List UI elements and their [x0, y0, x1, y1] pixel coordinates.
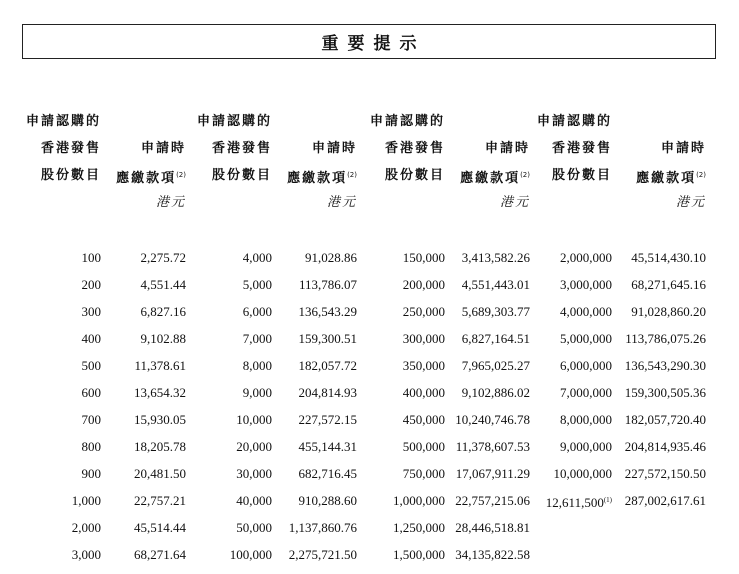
shares-cell — [236, 487, 272, 514]
section-title-box — [22, 24, 716, 59]
shares-cell — [560, 352, 612, 379]
shares-value: 750,000 — [402, 466, 445, 481]
amount-cell: 68,271,645.16 — [631, 277, 706, 292]
amount-header — [287, 135, 357, 216]
shares-cell — [243, 298, 272, 325]
table-row — [0, 379, 739, 406]
amount-cell: 22,757.21 — [134, 493, 186, 508]
shares-value: 1,000 — [71, 493, 101, 508]
shares-cell — [560, 271, 612, 298]
shares-value: 450,000 — [402, 412, 445, 427]
amount-cell: 2,275,721.50 — [288, 547, 357, 562]
shares-value: 12,611,500 — [545, 495, 604, 510]
amount-cell: 113,786,075.26 — [625, 331, 706, 346]
amount-cell: 22,757,215.06 — [455, 493, 530, 508]
currency-unit: 港元 — [499, 195, 530, 210]
shares-cell — [82, 352, 102, 379]
shares-header-line: 股份數目 — [384, 168, 445, 183]
amount-cell: 227,572,150.50 — [624, 466, 706, 481]
shares-value: 50,000 — [236, 520, 272, 535]
shares-value: 800 — [81, 439, 101, 454]
shares-value: 100 — [81, 250, 101, 265]
amount-cell: 45,514.44 — [134, 520, 186, 535]
shares-cell — [72, 541, 101, 568]
table-row — [0, 487, 739, 514]
amount-cell: 455,144.31 — [298, 439, 357, 454]
shares-cell — [72, 487, 101, 514]
shares-header — [370, 108, 445, 189]
amount-cell: 182,057.72 — [298, 358, 357, 373]
footnote-ref: (2) — [347, 171, 357, 179]
shares-value: 700 — [81, 412, 101, 427]
table-row — [0, 244, 739, 271]
amount-cell: 159,300,505.36 — [624, 385, 706, 400]
shares-value: 600 — [81, 385, 101, 400]
amount-cell: 15,930.05 — [134, 412, 186, 427]
amount-cell: 45,514,430.10 — [631, 250, 706, 265]
amount-header-line — [460, 162, 530, 189]
currency-unit: 港元 — [675, 195, 706, 210]
amount-cell: 182,057,720.40 — [624, 412, 706, 427]
shares-cell — [560, 244, 612, 271]
shares-cell — [230, 541, 272, 568]
amount-cell: 6,827,164.51 — [461, 331, 530, 346]
amount-header-line — [636, 162, 706, 189]
amount-cell: 682,716.45 — [298, 466, 357, 481]
shares-value: 7,000 — [242, 331, 272, 346]
table-row — [0, 298, 739, 325]
amount-cell: 68,271.64 — [134, 547, 186, 562]
shares-header-line: 股份數目 — [40, 168, 101, 183]
shares-value: 200 — [81, 277, 101, 292]
shares-cell — [393, 541, 445, 568]
shares-cell — [82, 298, 102, 325]
shares-cell — [82, 271, 102, 298]
amount-cell: 5,689,303.77 — [461, 304, 530, 319]
amount-cell: 4,551,443.01 — [461, 277, 530, 292]
amount-cell: 204,814.93 — [298, 385, 357, 400]
currency-unit: 港元 — [326, 195, 357, 210]
shares-value: 8,000 — [242, 358, 272, 373]
shares-value: 6,000,000 — [560, 358, 612, 373]
amount-cell: 10,240,746.78 — [455, 412, 530, 427]
shares-value: 300 — [81, 304, 101, 319]
shares-value: 4,000 — [242, 250, 272, 265]
shares-value: 10,000 — [236, 412, 272, 427]
shares-cell — [243, 244, 272, 271]
shares-value: 1,000,000 — [393, 493, 445, 508]
amount-header — [460, 135, 530, 216]
shares-value: 2,000 — [71, 520, 101, 535]
amount-header-line: 申請時 — [311, 141, 357, 156]
shares-value: 300,000 — [402, 331, 445, 346]
shares-cell — [403, 298, 445, 325]
shares-value: 40,000 — [236, 493, 272, 508]
table-row — [0, 514, 739, 541]
shares-header-line: 股份數目 — [551, 168, 612, 183]
amount-cell: 28,446,518.81 — [455, 520, 530, 535]
amount-cell: 34,135,822.58 — [455, 547, 530, 562]
shares-header — [26, 108, 101, 189]
table-row — [0, 460, 739, 487]
section-title: 重要提示 — [321, 34, 426, 54]
shares-value: 6,000 — [242, 304, 272, 319]
shares-cell — [236, 433, 272, 460]
amount-header-text: 應繳款項 — [460, 171, 521, 186]
shares-cell — [236, 514, 272, 541]
amount-cell: 287,002,617.61 — [624, 493, 706, 508]
footnote-ref: (1) — [603, 496, 612, 504]
footnote-ref: (2) — [520, 171, 530, 179]
amount-cell: 4,551.44 — [140, 277, 186, 292]
shares-value: 9,000 — [242, 385, 272, 400]
shares-cell — [560, 433, 612, 460]
shares-value: 100,000 — [229, 547, 272, 562]
shares-value: 3,000 — [71, 547, 101, 562]
amount-cell: 227,572.15 — [298, 412, 357, 427]
shares-header-line: 申請認購的 — [536, 114, 612, 129]
amount-header-text: 應繳款項 — [116, 171, 177, 186]
shares-value: 9,000,000 — [560, 439, 612, 454]
shares-value: 400,000 — [402, 385, 445, 400]
table-row — [0, 406, 739, 433]
amount-cell: 91,028,860.20 — [631, 304, 706, 319]
amount-cell: 91,028.86 — [305, 250, 357, 265]
currency-unit: 港元 — [155, 195, 186, 210]
amount-header-text: 應繳款項 — [287, 171, 348, 186]
shares-value: 3,000,000 — [560, 277, 612, 292]
footnote-ref: (2) — [176, 171, 186, 179]
shares-value: 400 — [81, 331, 101, 346]
shares-header-line: 香港發售 — [40, 141, 101, 156]
amount-cell: 159,300.51 — [298, 331, 357, 346]
shares-cell — [560, 298, 612, 325]
amount-cell: 3,413,582.26 — [461, 250, 530, 265]
shares-header-line: 申請認購的 — [196, 114, 272, 129]
shares-value: 10,000,000 — [553, 466, 612, 481]
shares-cell — [82, 460, 102, 487]
shares-header-line: 香港發售 — [551, 141, 612, 156]
shares-value: 4,000,000 — [560, 304, 612, 319]
shares-value: 500,000 — [402, 439, 445, 454]
shares-cell — [403, 271, 445, 298]
shares-value: 5,000 — [242, 277, 272, 292]
amount-cell: 13,654.32 — [134, 385, 186, 400]
shares-header — [537, 108, 612, 189]
shares-cell — [554, 460, 613, 487]
shares-cell — [546, 487, 612, 516]
amount-cell: 204,814,935.46 — [624, 439, 706, 454]
amount-cell: 113,786.07 — [298, 277, 357, 292]
shares-cell — [236, 460, 272, 487]
amount-cell: 910,288.60 — [298, 493, 357, 508]
shares-value: 1,500,000 — [393, 547, 445, 562]
shares-cell — [243, 271, 272, 298]
amount-cell: 9,102,886.02 — [461, 385, 530, 400]
shares-value: 5,000,000 — [560, 331, 612, 346]
shares-header-line: 香港發售 — [384, 141, 445, 156]
shares-cell — [560, 379, 612, 406]
shares-value: 30,000 — [236, 466, 272, 481]
shares-cell — [72, 514, 101, 541]
shares-value: 900 — [81, 466, 101, 481]
amount-header-line: 申請時 — [484, 141, 530, 156]
shares-cell — [82, 325, 102, 352]
amount-header — [636, 135, 706, 216]
table-row — [0, 325, 739, 352]
table-row — [0, 433, 739, 460]
amount-cell: 11,378,607.53 — [455, 439, 530, 454]
shares-cell — [403, 325, 445, 352]
amount-header-line: 申請時 — [140, 141, 186, 156]
shares-cell — [243, 325, 272, 352]
shares-cell — [403, 379, 445, 406]
shares-cell — [243, 352, 272, 379]
amount-header-text: 應繳款項 — [636, 171, 697, 186]
amount-cell: 9,102.88 — [140, 331, 186, 346]
shares-value: 2,000,000 — [560, 250, 612, 265]
amount-cell: 20,481.50 — [134, 466, 186, 481]
shares-cell — [560, 325, 612, 352]
shares-cell — [82, 244, 102, 271]
shares-header — [197, 108, 272, 189]
amount-cell: 1,137,860.76 — [288, 520, 357, 535]
amount-cell: 11,378.61 — [134, 358, 186, 373]
amount-cell: 17,067,911.29 — [455, 466, 530, 481]
shares-header-line: 申請認購的 — [369, 114, 445, 129]
shares-cell — [560, 406, 612, 433]
shares-cell — [243, 379, 272, 406]
shares-value: 8,000,000 — [560, 412, 612, 427]
amount-header-line — [116, 162, 186, 189]
shares-value: 7,000,000 — [560, 385, 612, 400]
table-row — [0, 271, 739, 298]
amount-header-line: 申請時 — [660, 141, 706, 156]
amount-cell: 136,543.29 — [298, 304, 357, 319]
amount-cell: 7,965,025.27 — [461, 358, 530, 373]
amount-cell: 6,827.16 — [140, 304, 186, 319]
shares-cell — [403, 460, 445, 487]
shares-value: 200,000 — [402, 277, 445, 292]
amount-header-line — [287, 162, 357, 189]
shares-cell — [403, 433, 445, 460]
application-amount-table — [0, 244, 739, 568]
shares-header-line: 香港發售 — [211, 141, 272, 156]
shares-cell — [403, 244, 445, 271]
shares-cell — [236, 406, 272, 433]
amount-header — [116, 135, 186, 216]
shares-value: 500 — [81, 358, 101, 373]
amount-cell: 136,543,290.30 — [624, 358, 706, 373]
table-row — [0, 352, 739, 379]
shares-cell — [82, 379, 102, 406]
shares-cell — [403, 406, 445, 433]
table-row — [0, 541, 739, 568]
shares-cell — [82, 406, 102, 433]
footnote-ref: (2) — [696, 171, 706, 179]
shares-cell — [403, 352, 445, 379]
shares-cell — [393, 487, 445, 514]
shares-value: 20,000 — [236, 439, 272, 454]
shares-header-line: 股份數目 — [211, 168, 272, 183]
amount-cell: 18,205.78 — [134, 439, 186, 454]
amount-cell: 2,275.72 — [140, 250, 186, 265]
shares-header-line: 申請認購的 — [25, 114, 101, 129]
shares-value: 350,000 — [402, 358, 445, 373]
shares-cell — [82, 433, 102, 460]
shares-value: 1,250,000 — [393, 520, 445, 535]
shares-value: 250,000 — [402, 304, 445, 319]
shares-value: 150,000 — [402, 250, 445, 265]
shares-cell — [393, 514, 445, 541]
